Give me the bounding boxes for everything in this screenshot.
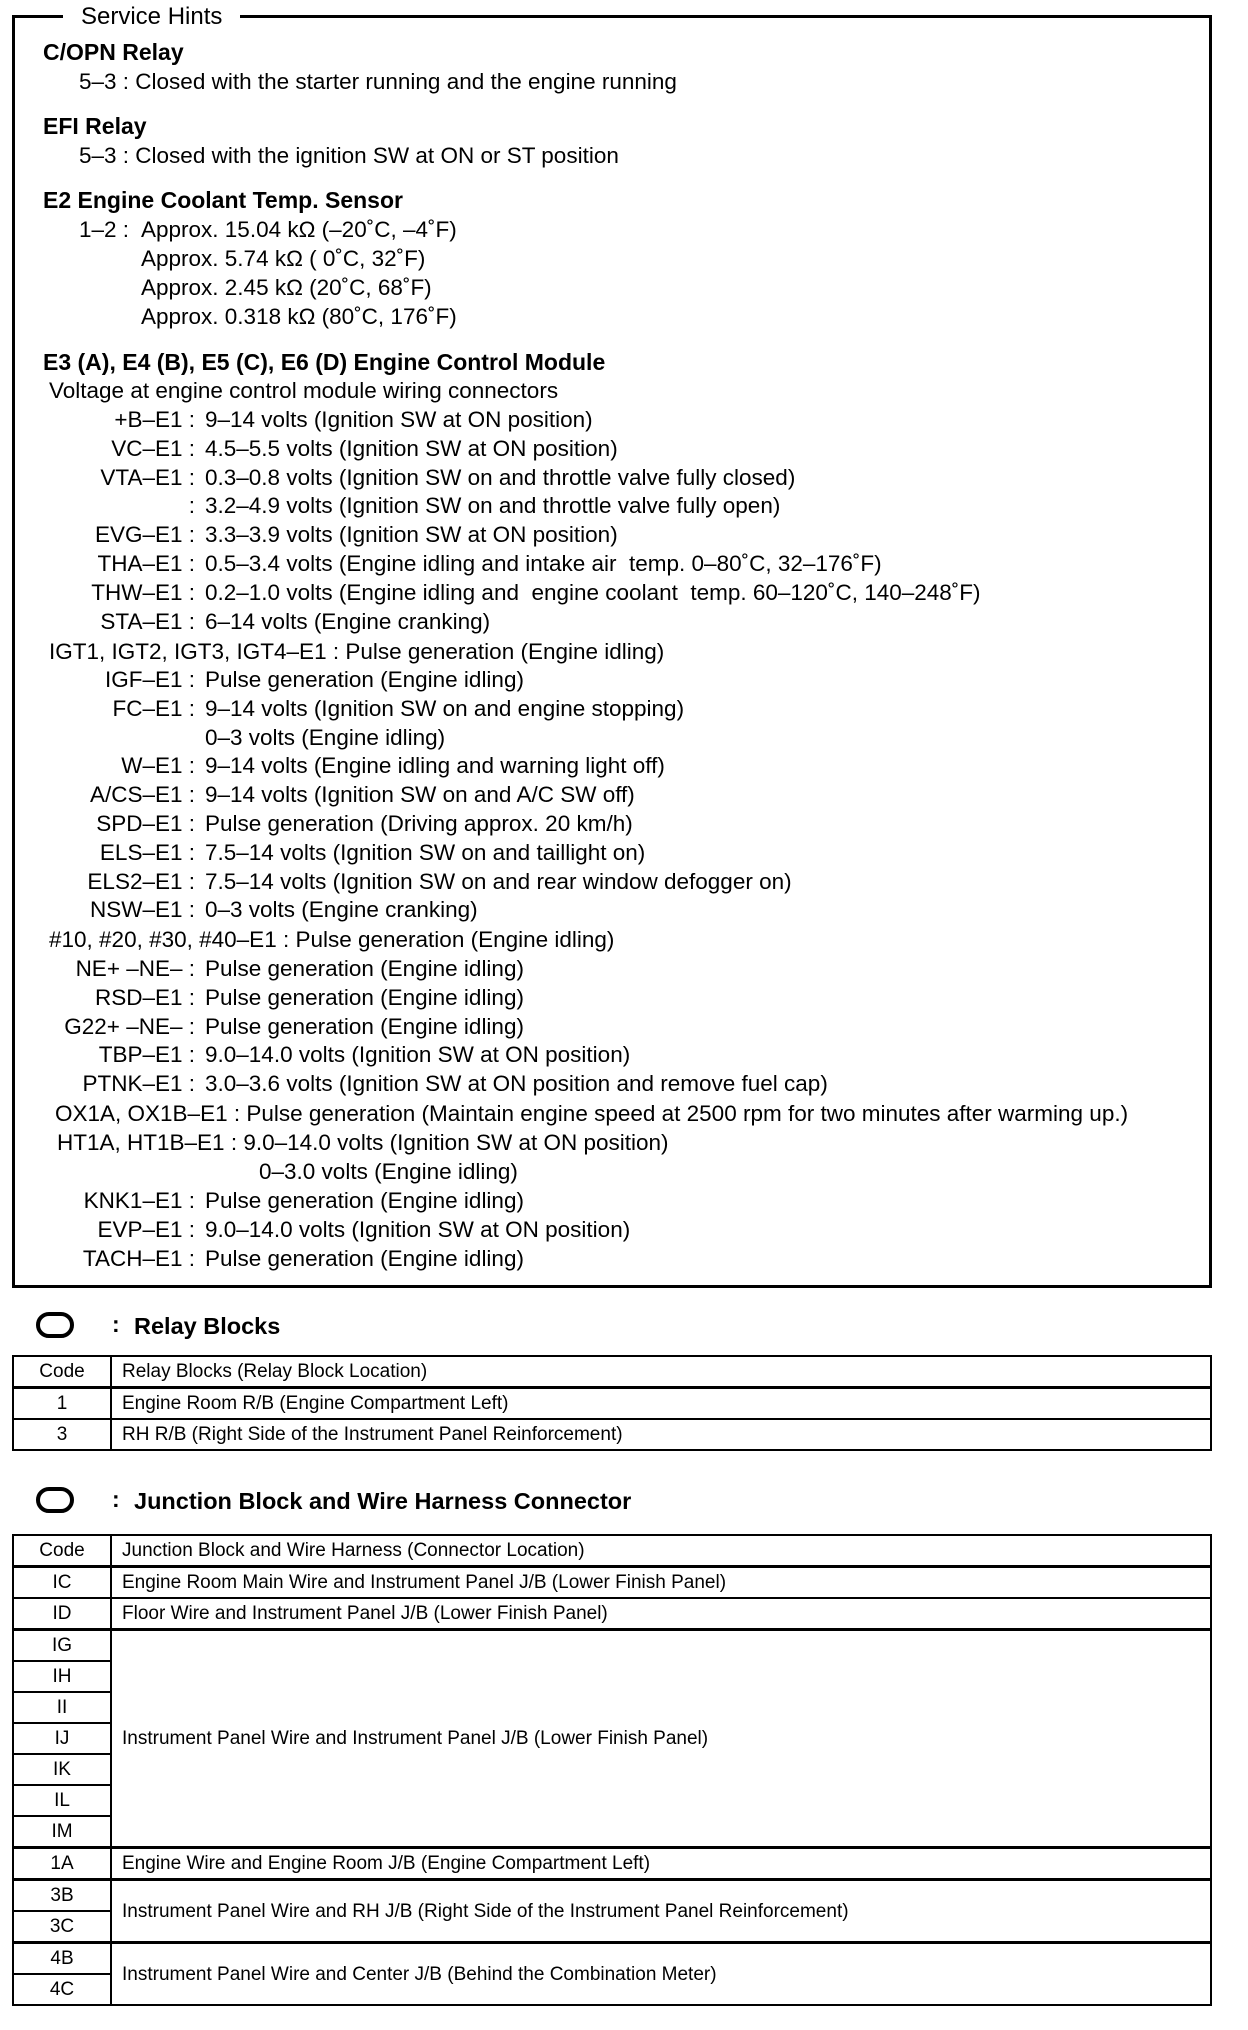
junction-block-symbol-icon	[36, 1487, 74, 1513]
table-row	[13, 1388, 1211, 1420]
junction-desc: Engine Room Main Wire and Instrument Panel J/B (Lower Finish Panel)	[111, 1567, 1211, 1599]
ecm-terminal-label: EVP–E1 :	[97, 1216, 195, 1242]
junction-code: IC	[13, 1567, 111, 1599]
junction-code: IK	[13, 1754, 111, 1785]
table-row	[13, 1567, 1211, 1599]
e2-value-2: Approx. 5.74 kΩ ( 0˚C, 32˚F)	[141, 246, 426, 271]
e2-sensor-lead: 1–2 :	[79, 217, 136, 242]
e2-value-1: Approx. 15.04 kΩ (–20˚C, –4˚F)	[141, 217, 457, 242]
junction-code: ID	[13, 1598, 111, 1630]
ecm-ox-line: OX1A, OX1B–E1 : Pulse generation (Maintain engine speed at 2500 rpm for two minutes after warming up.)	[55, 1101, 1129, 1126]
ecm-terminal-label: EVG–E1 :	[94, 522, 195, 548]
relay-blocks-colon: :	[112, 1311, 120, 1337]
table-row	[13, 1880, 1211, 1912]
ecm-terminal-desc: 7.5–14 volts (Ignition SW on and taillight on)	[205, 839, 646, 865]
junction-blocks-colon: :	[112, 1486, 120, 1512]
ecm-terminal-label: STA–E1 :	[100, 608, 195, 634]
ecm-ht-line: HT1A, HT1B–E1 : 9.0–14.0 volts (Ignition SW at ON position)	[57, 1130, 669, 1155]
ecm-terminal-label: IGF–E1 :	[104, 667, 195, 692]
ecm-terminal-label: THA–E1 :	[97, 551, 195, 576]
ecm-ht-line-2: 0–3.0 volts (Engine idling)	[259, 1159, 518, 1184]
ecm-terminal-label: A/CS–E1 :	[89, 782, 195, 808]
copn-relay-title: C/OPN Relay	[43, 39, 184, 65]
table-row	[13, 1598, 1211, 1630]
relay-block-symbol-icon	[36, 1312, 74, 1338]
e2-value-3: Approx. 2.45 kΩ (20˚C, 68˚F)	[141, 275, 432, 300]
junction-code-header: Code	[13, 1535, 111, 1567]
ecm-terminal-desc: 9.0–14.0 volts (Ignition SW at ON position)	[205, 1216, 631, 1242]
ecm-terminal-label: W–E1 :	[121, 753, 195, 779]
junction-desc: Instrument Panel Wire and Center J/B (Behind the Combination Meter)	[111, 1943, 1211, 2006]
ecm-terminal-desc: 9.0–14.0 volts (Ignition SW at ON position)	[205, 1042, 631, 1068]
ecm-igt-line: IGT1, IGT2, IGT3, IGT4–E1 : Pulse generation (Engine idling)	[49, 639, 665, 664]
ecm-terminal-desc: Pulse generation (Engine idling)	[205, 1013, 524, 1039]
ecm-terminal-label: NE+ –NE– :	[75, 956, 195, 981]
ecm-terminal-label: VC–E1 :	[111, 435, 195, 461]
ecm-terminal-desc: 3.2–4.9 volts (Ignition SW on and throttle valve fully open)	[205, 493, 781, 519]
ecm-terminal-label: TBP–E1 :	[98, 1042, 195, 1068]
service-hints-box	[12, 3, 1212, 1288]
junction-blocks-table	[12, 1534, 1212, 2006]
service-hints-content	[15, 18, 1209, 1285]
junction-code: 4B	[13, 1943, 111, 1975]
junction-code: 1A	[13, 1848, 111, 1880]
ecm-terminal-desc: 6–14 volts (Engine cranking)	[205, 608, 491, 634]
ecm-terminal-desc: 9–14 volts (Ignition SW at ON position)	[205, 407, 593, 432]
junction-code: IJ	[13, 1723, 111, 1754]
ecm-terminal-label: RSD–E1 :	[94, 984, 195, 1010]
ecm-terminal-label: PTNK–E1 :	[82, 1071, 195, 1097]
table-row	[13, 1943, 1211, 1975]
ecm-terminal-desc: 9–14 volts (Ignition SW on and engine stopping)	[205, 695, 685, 721]
junction-desc: Instrument Panel Wire and Instrument Panel J/B (Lower Finish Panel)	[111, 1630, 1211, 1848]
junction-code: IL	[13, 1785, 111, 1816]
ecm-terminal-label: ELS–E1 :	[99, 839, 195, 865]
copn-relay-line: 5–3 : Closed with the starter running and the engine running	[79, 69, 677, 94]
junction-code: IH	[13, 1661, 111, 1692]
junction-code: 3B	[13, 1880, 111, 1912]
ecm-terminal-desc: 4.5–5.5 volts (Ignition SW at ON position)	[205, 435, 618, 461]
table-row	[13, 1848, 1211, 1880]
ecm-terminal-label: :	[188, 493, 195, 519]
ecm-terminal-label: TACH–E1 :	[82, 1245, 195, 1271]
ecm-terminal-label: FC–E1 :	[112, 695, 195, 721]
ecm-terminal-desc: Pulse generation (Engine idling)	[205, 1188, 524, 1213]
junction-blocks-title: Junction Block and Wire Harness Connector	[134, 1488, 632, 1514]
ecm-terminal-desc: 9–14 volts (Engine idling and warning light off)	[205, 753, 665, 779]
junction-desc: Engine Wire and Engine Room J/B (Engine Compartment Left)	[111, 1848, 1211, 1880]
junction-code: IM	[13, 1816, 111, 1848]
ecm-terminal-desc: Pulse generation (Driving approx. 20 km/h)	[205, 811, 633, 836]
junction-code: II	[13, 1692, 111, 1723]
service-hints-title: Service Hints	[63, 3, 240, 31]
relay-desc: Engine Room R/B (Engine Compartment Left)	[111, 1388, 1211, 1420]
junction-code: 3C	[13, 1911, 111, 1943]
ecm-terminal-desc: Pulse generation (Engine idling)	[205, 1245, 524, 1271]
ecm-terminal-label: THW–E1 :	[91, 579, 195, 605]
ecm-terminal-desc: 0–3 volts (Engine cranking)	[205, 897, 478, 923]
ecm-terminal-label: SPD–E1 :	[96, 811, 195, 836]
e2-sensor-title: E2 Engine Coolant Temp. Sensor	[43, 187, 403, 213]
ecm-terminal-desc: 0–3 volts (Engine idling)	[205, 724, 446, 750]
relay-desc: RH R/B (Right Side of the Instrument Panel Reinforcement)	[111, 1419, 1211, 1450]
relay-desc-header: Relay Blocks (Relay Block Location)	[111, 1356, 1211, 1388]
ecm-intro: Voltage at engine control module wiring connectors	[49, 378, 559, 403]
junction-desc: Instrument Panel Wire and RH J/B (Right Side of the Instrument Panel Reinforcement)	[111, 1880, 1211, 1943]
relay-blocks-table	[12, 1355, 1212, 1451]
ecm-terminal-desc: 3.0–3.6 volts (Ignition SW at ON position and remove fuel cap)	[205, 1071, 828, 1097]
junction-desc: Floor Wire and Instrument Panel J/B (Lower Finish Panel)	[111, 1598, 1211, 1630]
table-header-row	[13, 1356, 1211, 1388]
ecm-terminal-label: +B–E1 :	[114, 407, 195, 432]
ecm-terminal-desc: 7.5–14 volts (Ignition SW on and rear window defogger on)	[205, 868, 792, 894]
ecm-terminal-desc: 9–14 volts (Ignition SW on and A/C SW off)	[205, 782, 635, 808]
ecm-terminal-desc: 0.5–3.4 volts (Engine idling and intake air temp. 0–80˚C, 32–176˚F)	[205, 551, 882, 576]
relay-code: 1	[13, 1388, 111, 1420]
ecm-terminal-label: G22+ –NE– :	[64, 1013, 195, 1039]
table-row	[13, 1419, 1211, 1450]
ecm-terminal-label: KNK1–E1 :	[83, 1188, 195, 1213]
table-row	[13, 1630, 1211, 1662]
e2-value-4: Approx. 0.318 kΩ (80˚C, 176˚F)	[141, 304, 457, 329]
ecm-terminal-desc: 0.3–0.8 volts (Ignition SW on and throttle valve fully closed)	[205, 464, 796, 490]
ecm-injector-line: #10, #20, #30, #40–E1 : Pulse generation (Engine idling)	[49, 927, 615, 952]
ecm-terminal-label: NSW–E1 :	[89, 897, 195, 923]
ecm-terminal-label: VTA–E1 :	[100, 464, 195, 490]
ecm-terminal-desc: 0.2–1.0 volts (Engine idling and engine coolant temp. 60–120˚C, 140–248˚F)	[205, 579, 981, 605]
junction-code: 4C	[13, 1974, 111, 2005]
ecm-terminal-label: ELS2–E1 :	[87, 868, 195, 894]
table-header-row	[13, 1535, 1211, 1567]
relay-code-header: Code	[13, 1356, 111, 1388]
ecm-terminal-desc: Pulse generation (Engine idling)	[205, 956, 524, 981]
ecm-terminal-desc: Pulse generation (Engine idling)	[205, 667, 524, 692]
efi-relay-title: EFI Relay	[43, 113, 147, 139]
efi-relay-line: 5–3 : Closed with the ignition SW at ON or ST position	[79, 143, 619, 168]
relay-blocks-title: Relay Blocks	[134, 1313, 281, 1339]
ecm-terminal-desc: Pulse generation (Engine idling)	[205, 984, 524, 1010]
relay-code: 3	[13, 1419, 111, 1450]
ecm-terminal-desc: 3.3–3.9 volts (Ignition SW at ON position)	[205, 522, 618, 548]
ecm-title: E3 (A), E4 (B), E5 (C), E6 (D) Engine Control Module	[43, 349, 606, 375]
junction-code: IG	[13, 1630, 111, 1662]
junction-desc-header: Junction Block and Wire Harness (Connector Location)	[111, 1535, 1211, 1567]
